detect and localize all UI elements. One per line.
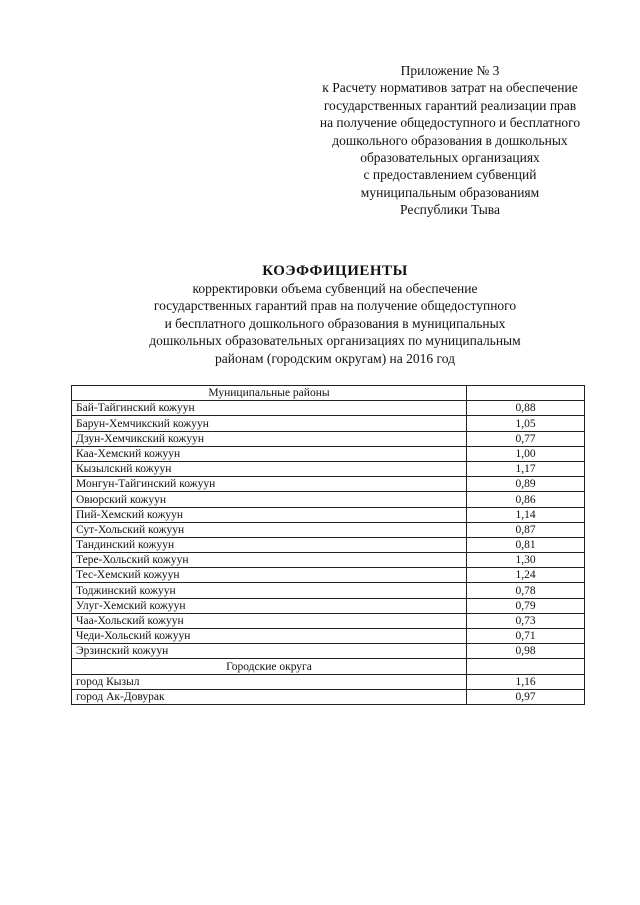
appendix-line: с предоставлением субвенций bbox=[363, 167, 537, 183]
title-line: районам (городским округам) на 2016 год bbox=[215, 350, 455, 366]
table-row bbox=[72, 507, 585, 522]
municipality-name: Барун-Хемчикский кожуун bbox=[72, 416, 467, 431]
municipality-name: Тере-Хольский кожуун bbox=[72, 553, 467, 568]
appendix-line: Приложение № 3 bbox=[400, 63, 500, 78]
table-row bbox=[72, 401, 585, 416]
municipality-name: город Ак-Довурак bbox=[72, 689, 467, 704]
table-row bbox=[72, 492, 585, 507]
title-line: и бесплатного дошкольного образования в муниципальных bbox=[164, 315, 506, 331]
municipality-name: Сут-Хольский кожуун bbox=[72, 522, 467, 537]
municipality-name: Эрзинский кожуун bbox=[72, 644, 467, 659]
appendix-header bbox=[300, 62, 600, 219]
municipality-name: Каа-Хемский кожуун bbox=[72, 446, 467, 461]
municipality-name: Чеди-Хольский кожуун bbox=[72, 629, 467, 644]
section-label: Городские округа bbox=[72, 659, 467, 674]
title-line: дошкольных образовательных организациях по муниципальным bbox=[149, 333, 521, 349]
coefficient-value: 1,14 bbox=[467, 507, 585, 522]
table-body bbox=[72, 386, 585, 705]
municipality-name: Монгун-Тайгинский кожуун bbox=[72, 477, 467, 492]
document-title bbox=[60, 262, 610, 367]
coefficient-value: 0,73 bbox=[467, 613, 585, 628]
municipality-name: Чаа-Хольский кожуун bbox=[72, 613, 467, 628]
municipality-name: Улуг-Хемский кожуун bbox=[72, 598, 467, 613]
coefficient-value: 0,89 bbox=[467, 477, 585, 492]
appendix-line: государственных гарантий реализации прав bbox=[323, 97, 577, 113]
coefficient-value: 1,05 bbox=[467, 416, 585, 431]
section-row bbox=[72, 386, 585, 401]
table-row bbox=[72, 689, 585, 704]
table-row bbox=[72, 553, 585, 568]
coefficient-value: 0,81 bbox=[467, 537, 585, 552]
municipality-name: Дзун-Хемчикский кожуун bbox=[72, 431, 467, 446]
section-value-cell bbox=[467, 659, 585, 674]
coefficient-value: 0,71 bbox=[467, 629, 585, 644]
table-row bbox=[72, 598, 585, 613]
appendix-line: образовательных организациях bbox=[360, 150, 540, 166]
coefficient-value: 0,77 bbox=[467, 431, 585, 446]
municipality-name: Бай-Тайгинский кожуун bbox=[72, 401, 467, 416]
table-row bbox=[72, 431, 585, 446]
table-row bbox=[72, 583, 585, 598]
coefficient-value: 0,79 bbox=[467, 598, 585, 613]
coefficient-value: 0,78 bbox=[467, 583, 585, 598]
section-row bbox=[72, 659, 585, 674]
municipality-name: Тандинский кожуун bbox=[72, 537, 467, 552]
coefficient-value: 1,16 bbox=[467, 674, 585, 689]
municipality-name: Кызылский кожуун bbox=[72, 461, 467, 476]
section-label: Муниципальные районы bbox=[72, 386, 467, 401]
municipality-name: город Кызыл bbox=[72, 674, 467, 689]
title-heading: КОЭФФИЦИЕНТЫ bbox=[262, 263, 408, 279]
appendix-line: муниципальным образованиям bbox=[360, 184, 540, 200]
title-line: государственных гарантий прав на получение общедоступного bbox=[153, 298, 517, 314]
table-row bbox=[72, 644, 585, 659]
appendix-line: дошкольного образования в дошкольных bbox=[332, 132, 568, 148]
municipality-name: Тоджинский кожуун bbox=[72, 583, 467, 598]
municipality-name: Тес-Хемский кожуун bbox=[72, 568, 467, 583]
coefficient-value: 1,00 bbox=[467, 446, 585, 461]
title-line: корректировки объема субвенций на обеспечение bbox=[192, 281, 478, 296]
appendix-line: Республики Тыва bbox=[400, 202, 500, 218]
table-row bbox=[72, 461, 585, 476]
table-row bbox=[72, 568, 585, 583]
coefficient-value: 0,88 bbox=[467, 401, 585, 416]
table-row bbox=[72, 522, 585, 537]
table-row bbox=[72, 477, 585, 492]
section-value-cell bbox=[467, 386, 585, 401]
table-row bbox=[72, 537, 585, 552]
coefficient-value: 1,17 bbox=[467, 461, 585, 476]
appendix-line: к Расчету нормативов затрат на обеспечение bbox=[322, 80, 578, 96]
table-row bbox=[72, 416, 585, 431]
municipality-name: Пий-Хемский кожуун bbox=[72, 507, 467, 522]
coefficients-table bbox=[71, 385, 585, 705]
table-row bbox=[72, 629, 585, 644]
coefficient-value: 0,98 bbox=[467, 644, 585, 659]
table-row bbox=[72, 613, 585, 628]
municipality-name: Овюрский кожуун bbox=[72, 492, 467, 507]
coefficient-value: 1,24 bbox=[467, 568, 585, 583]
table-row bbox=[72, 674, 585, 689]
coefficient-value: 1,30 bbox=[467, 553, 585, 568]
coefficient-value: 0,87 bbox=[467, 522, 585, 537]
table-row bbox=[72, 446, 585, 461]
appendix-line: на получение общедоступного и бесплатного bbox=[319, 115, 581, 131]
coefficient-value: 0,86 bbox=[467, 492, 585, 507]
coefficient-value: 0,97 bbox=[467, 689, 585, 704]
